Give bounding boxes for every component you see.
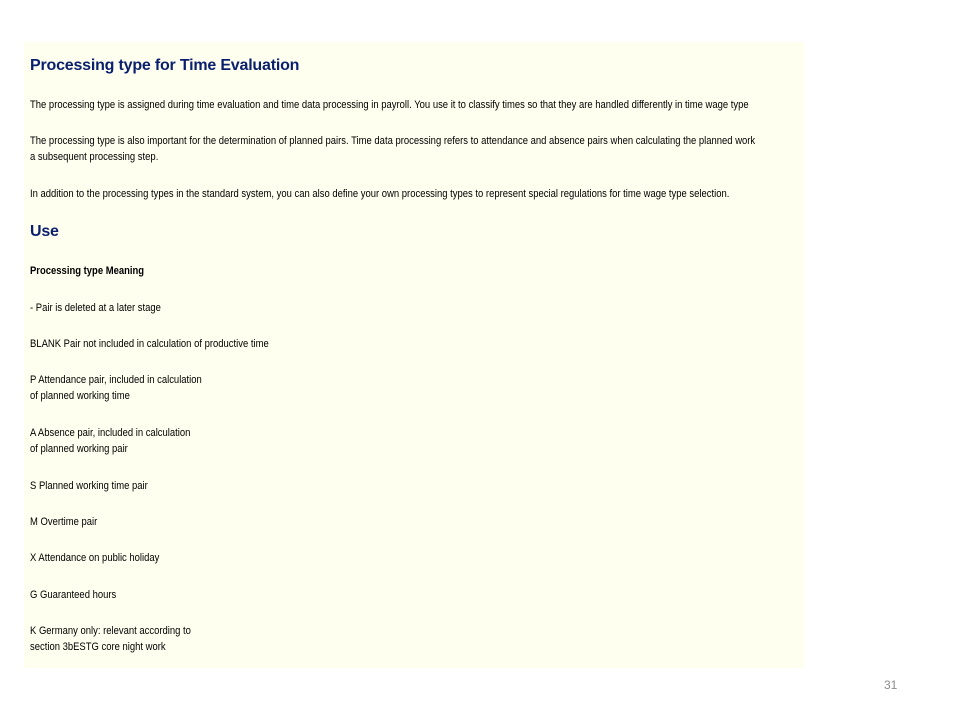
text-line: of planned working pair (30, 443, 128, 455)
document-title: Processing type for Time Evaluation (30, 57, 300, 74)
text-line: The processing type is also important for the determination of planned pairs. Time data processing refers to attendance and absence pairs when calculating the planned work (30, 135, 756, 147)
text-line: BLANK Pair not included in calculation of productive time (30, 338, 269, 350)
table-header (30, 263, 144, 279)
intro-paragraph-3 (30, 186, 729, 202)
text-line: X Attendance on public holiday (30, 552, 160, 564)
text-line: section 3bESTG core night work (30, 641, 166, 653)
entry-x (30, 550, 159, 566)
intro-paragraph-1 (30, 97, 749, 113)
entry-p (30, 372, 202, 404)
intro-paragraph-2 (30, 133, 755, 165)
text-line: A Absence pair, included in calculation (30, 427, 191, 439)
text-line: In addition to the processing types in the standard system, you can also define your own processing types to represent special regulations for time wage type selection. (30, 188, 730, 200)
text-line: The processing type is assigned during time evaluation and time data processing in payroll. You use it to classify times so that they are handled differently in time wage type (30, 99, 749, 111)
document-panel (24, 42, 804, 668)
page-number: 31 (884, 678, 898, 692)
entry-m (30, 514, 97, 530)
text-line: of planned working time (30, 390, 130, 402)
entry-delete (30, 300, 161, 316)
entry-g (30, 587, 116, 603)
text-line: a subsequent processing step. (30, 151, 159, 163)
text-line: P Attendance pair, included in calculation (30, 374, 202, 386)
use-heading: Use (30, 223, 59, 240)
text-line: Processing type Meaning (30, 265, 145, 277)
entry-a (30, 425, 190, 457)
entry-blank (30, 336, 269, 352)
text-line: M Overtime pair (30, 516, 98, 528)
entry-k (30, 623, 191, 655)
entry-s (30, 478, 148, 494)
text-line: G Guaranteed hours (30, 589, 117, 601)
text-line: S Planned working time pair (30, 480, 148, 492)
text-line: - Pair is deleted at a later stage (30, 302, 161, 314)
text-line: K Germany only: relevant according to (30, 625, 191, 637)
